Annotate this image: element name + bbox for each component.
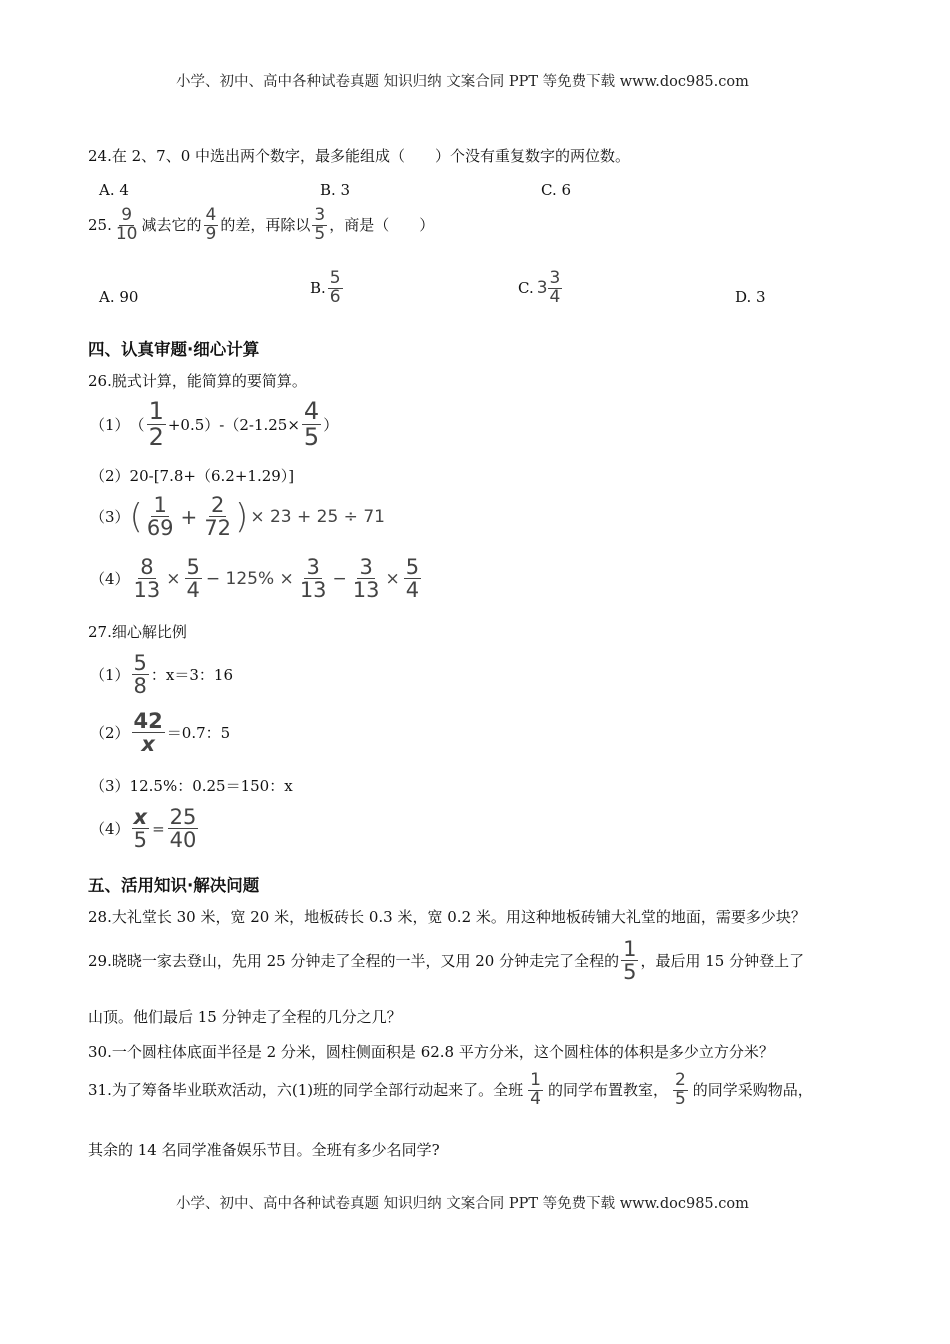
q26-part-1: （1） （ $\frac{1}{2}$ +0.5）-（2-1.25× $\frac{4}{5}$ ） — [90, 397, 339, 452]
question-30: 30.一个圆柱体底面半径是 2 分米，圆柱侧面积是 62.8 平方分米，这个圆柱体的体积是多少立方分米？ — [88, 1043, 774, 1061]
q26-p4-fraction-3: $\frac{3}{13}$ — [299, 555, 327, 603]
q29-fraction: $\frac{1}{5}$ — [623, 937, 637, 985]
q26-p3-fraction-1: $\frac{1}{69}$ — [146, 493, 174, 541]
question-29-line-1: 29.晓晓一家去登山，先用 25 分钟走了全程的一半，又用 20 分钟走完了全程的 $\frac{1}{5}$ ，最后用 15 分钟登上了 — [88, 937, 805, 985]
q31-fraction-2: $\frac{2}{5}$ — [674, 1070, 686, 1109]
q25-option-b: B. $\frac{5}{6}$ — [310, 268, 341, 307]
q26-p4-fraction-2: $\frac{5}{4}$ — [186, 555, 200, 603]
question-26-title: 26.脱式计算，能简算的要简算。 — [88, 372, 307, 390]
question-24: 24.在 2、7、0 中选出两个数字，最多能组成（ ）个没有重复数字的两位数。 — [88, 147, 631, 165]
q27-p1-fraction: $\frac{5}{8}$ — [133, 651, 147, 699]
q26-p4-fraction-5: $\frac{5}{4}$ — [405, 555, 420, 603]
q26-p4-fraction-4: $\frac{3}{13}$ — [352, 555, 380, 603]
question-29-line-2: 山顶。他们最后 15 分钟走了全程的几分之几？ — [88, 1008, 402, 1026]
question-27-title: 27.细心解比例 — [88, 623, 187, 641]
q25-number: 25. — [88, 216, 112, 235]
page-header: 小学、初中、高中各种试卷真题 知识归纳 文案合同 PPT 等免费下载 www.doc985.com — [176, 74, 749, 90]
q31-fraction-1: $\frac{1}{4}$ — [530, 1070, 541, 1109]
q25-fraction-1: $\frac{9}{10}$ — [115, 205, 138, 244]
q26-p1-fraction-2: $\frac{4}{5}$ — [303, 397, 320, 452]
q26-p3-fraction-2: $\frac{2}{72}$ — [204, 493, 232, 541]
q27-part-2: （2） $\frac{42}{x}$ ＝0.7：5 — [90, 709, 231, 757]
q25-option-c-fraction: $\frac{3}{4}$ — [549, 268, 561, 307]
q27-p2-fraction: $\frac{42}{x}$ — [133, 709, 163, 757]
question-31-line-2: 其余的 14 名同学准备娱乐节目。全班有多少名同学? — [88, 1141, 440, 1159]
question-31-line-1: 31.为了筹备毕业联欢活动，六(1)班的同学全部行动起来了。全班 $\frac{1}{4}$ 的同学布置教室， $\frac{2}{5}$ 的同学采购物品， — [88, 1070, 813, 1109]
q24-option-c: C. 6 — [541, 181, 572, 199]
q27-part-3: （3）12.5%：0.25＝150：x — [90, 777, 293, 795]
question-28: 28.大礼堂长 30 米，宽 20 米，地板砖长 0.3 米，宽 0.2 米。用这种地板砖铺大礼堂的地面，需要多少块？ — [88, 908, 806, 926]
q26-part-4: （4） $\frac{8}{13}$ × $\frac{5}{4}$ − 125% × $\frac{3}{13}$ − $\frac{3}{13}$ × $\frac{5}{4}$ — [90, 555, 420, 603]
q25-option-b-fraction: $\frac{5}{6}$ — [329, 268, 341, 307]
q24-option-a: A. 4 — [99, 181, 129, 199]
q27-part-4: （4） $\frac{x}{5}$ = $\frac{25}{40}$ — [90, 805, 197, 853]
q26-part-2: （2）20-[7.8+（6.2+1.29）] — [90, 467, 295, 485]
q27-p4-fraction-1: $\frac{x}{5}$ — [133, 805, 148, 853]
q25-option-a: A. 90 — [99, 288, 139, 306]
q26-p1-fraction-1: $\frac{1}{2}$ — [148, 397, 164, 452]
q26-part-3: （3） ( $\frac{1}{69}$ + $\frac{2}{72}$ ) × 23 + 25 ÷ 71 — [90, 493, 385, 541]
section-4-heading: 四、认真审题·细心计算 — [88, 340, 260, 359]
section-5-heading: 五、活用知识·解决问题 — [88, 876, 260, 895]
q25-fraction-3: $\frac{3}{5}$ — [314, 205, 326, 244]
page-footer: 小学、初中、高中各种试卷真题 知识归纳 文案合同 PPT 等免费下载 www.doc985.com — [176, 1196, 749, 1212]
q24-option-b: B. 3 — [320, 181, 351, 199]
q25-option-c: C. 3 $\frac{3}{4}$ — [518, 268, 561, 307]
q25-fraction-2: $\frac{4}{9}$ — [205, 205, 217, 244]
q27-p4-fraction-2: $\frac{25}{40}$ — [169, 805, 197, 853]
q26-p4-fraction-1: $\frac{8}{13}$ — [133, 555, 161, 603]
q27-part-1: （1） $\frac{5}{8}$ ：x＝3：16 — [90, 651, 234, 699]
question-25: 25. $\frac{9}{10}$ 减去它的 $\frac{4}{9}$ 的差，再除以 $\frac{3}{5}$ ，商是（ ） — [88, 205, 435, 244]
q25-option-d: D. 3 — [735, 288, 766, 306]
